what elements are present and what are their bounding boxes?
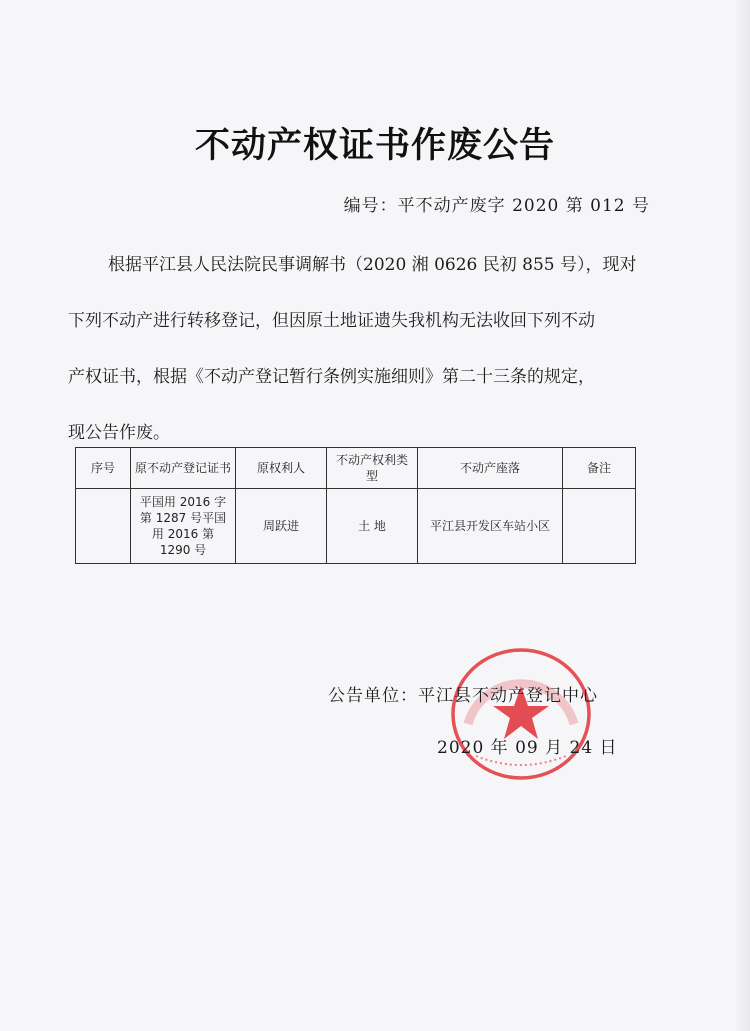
header-owner: 原权利人 [236,448,327,489]
paragraph-line-2: 下列不动产进行转移登记，但因原土地证遗失我机构无法收回下列不动 [68,311,595,331]
header-right-type: 不动产权利类型 [327,448,418,489]
document-title: 不动产权证书作废公告 [194,126,555,166]
header-remark: 备注 [563,448,636,489]
header-certificate: 原不动产登记证书 [131,448,236,489]
official-seal-stamp [446,644,596,784]
paragraph-line-3: 产权证书，根据《不动产登记暂行条例实施细则》第二十三条的规定， [68,367,595,387]
cell-index [76,489,131,564]
records-table [75,447,636,564]
table-header-row [76,448,636,489]
paragraph-line-1: 根据平江县人民法院民事调解书（2020 湘 0626 民初 855 号），现对 [108,255,637,275]
cell-remark [563,489,636,564]
paragraph-line-4: 现公告作废。 [68,423,170,443]
table-row [76,489,636,564]
cell-location: 平江县开发区车站小区 [418,489,563,564]
issuer-line: 公告单位：平江县不动产登记中心 [328,686,598,706]
header-location: 不动产座落 [418,448,563,489]
issue-date: 2020 年 09 月 24 日 [437,738,618,758]
header-index: 序号 [76,448,131,489]
cell-owner: 周跃进 [236,489,327,564]
cell-right-type: 土 地 [327,489,418,564]
cell-certificate: 平国用 2016 字第 1287 号平国用 2016 第 1290 号 [131,489,236,564]
document-number: 编号：平不动产废字 2020 第 012 号 [343,196,650,216]
